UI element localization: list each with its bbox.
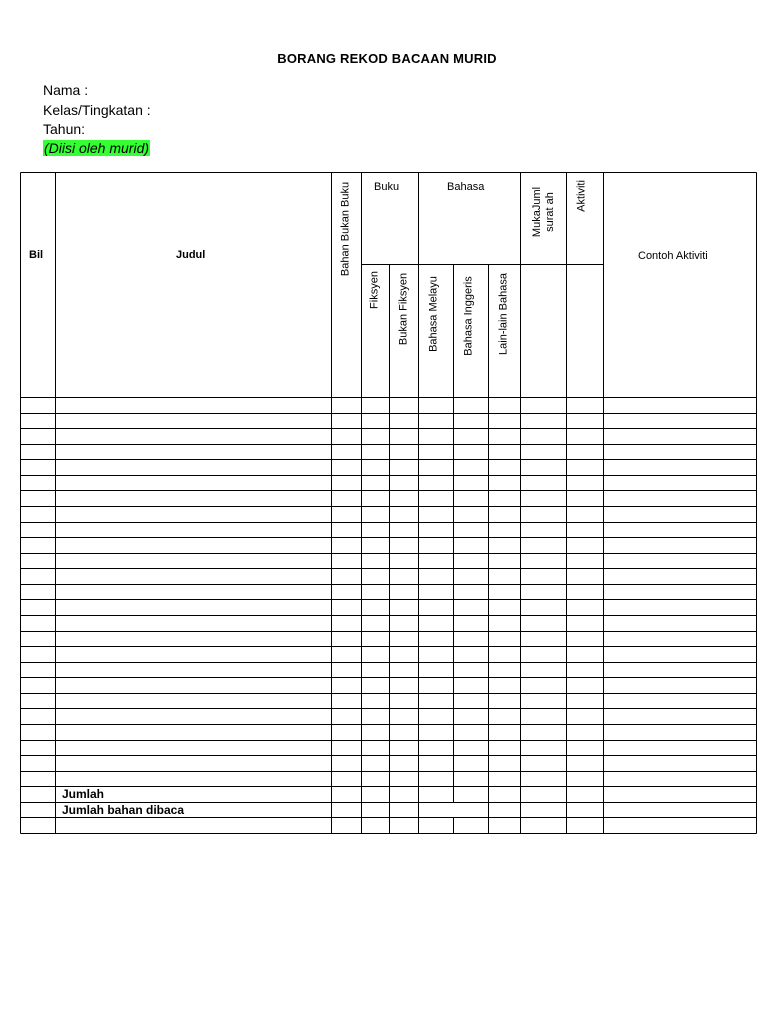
header-bahan-bukan-buku: Bahan Bukan Buku bbox=[339, 181, 352, 277]
header-contoh-aktiviti: Contoh Aktiviti bbox=[638, 250, 708, 262]
header-aktiviti: Aktiviti bbox=[575, 180, 588, 212]
header-bahasa-melayu: Bahasa Melayu bbox=[427, 276, 440, 352]
header-bukan-fiksyen: Bukan Fiksyen bbox=[397, 272, 410, 346]
nama-label: Nama : bbox=[43, 82, 89, 98]
kelas-label: Kelas/Tingkatan : bbox=[43, 102, 151, 118]
header-bil: Bil bbox=[29, 249, 44, 261]
header-judul: Judul bbox=[176, 249, 206, 261]
header-fiksyen: Fiksyen bbox=[368, 271, 381, 309]
note-highlight: (Diisi oleh murid) bbox=[44, 140, 150, 156]
header-lain-lain-bahasa: Lain-lain Bahasa bbox=[497, 273, 510, 355]
footer-jumlah-bahan-dibaca: Jumlah bahan dibaca bbox=[62, 803, 185, 817]
tahun-label: Tahun: bbox=[43, 121, 86, 137]
footer-jumlah: Jumlah bbox=[62, 787, 105, 801]
header-buku: Buku bbox=[374, 181, 400, 193]
header-muka-surat-line1: MukaJuml bbox=[531, 186, 543, 238]
header-muka-surat-line2: surat ah bbox=[544, 192, 556, 232]
header-bahasa: Bahasa bbox=[447, 181, 485, 193]
header-muka-surat bbox=[531, 187, 557, 237]
header-bahasa-inggeris: Bahasa Inggeris bbox=[462, 276, 475, 356]
form-title: BORANG REKOD BACAAN MURID bbox=[277, 51, 497, 66]
